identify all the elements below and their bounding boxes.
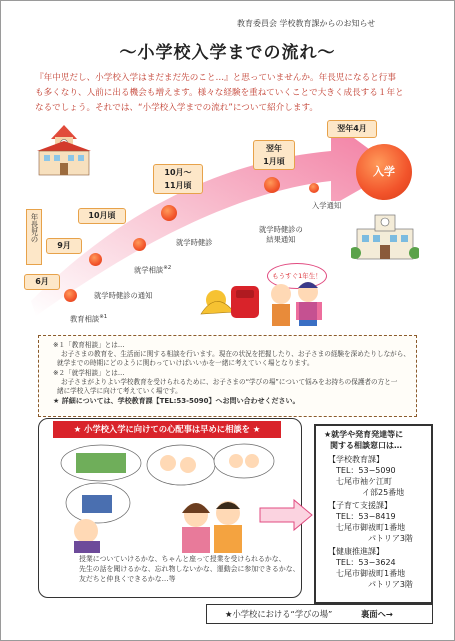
children-illustration-icon bbox=[196, 276, 346, 336]
consult-heading: ★ 小学校入学に向けての心配事は早めに相談を ★ bbox=[53, 421, 281, 438]
detail-contact: ★ 詳細については、学校教育課【TEL:53-5090】へお問い合わせください。 bbox=[53, 397, 300, 405]
consult-body-line1: 授業についていけるかな、ちゃんと座って授業を受けられるかな、 bbox=[79, 555, 286, 563]
event-kenshin: 就学時健診 bbox=[176, 238, 213, 247]
admission-circle: 入学 bbox=[356, 144, 412, 200]
milestone-dot bbox=[89, 253, 102, 266]
event-kekka-line2: 結果通知 bbox=[266, 235, 296, 244]
note2-title: ※２「就学相談」とは… bbox=[53, 369, 125, 377]
contact-org1-tel: TEL：53−5090 bbox=[336, 466, 396, 475]
milestone-dot bbox=[64, 289, 77, 302]
consult-body-line2: 先生の話を聞けるかな、忘れ物しないかな、運動会に参加できるかな、 bbox=[79, 565, 300, 573]
milestone-dot bbox=[309, 183, 319, 193]
event-shugaku-tsuchi: 就学時健診の通知 bbox=[94, 291, 153, 300]
event-kyoiku-soudan-mark: ※1 bbox=[99, 314, 108, 320]
note1-title: ※１「教育相談」とは… bbox=[53, 341, 125, 349]
contact-org2-addr2: パトリア3階 bbox=[368, 534, 413, 543]
date-january bbox=[253, 140, 295, 170]
event-kekka bbox=[259, 225, 303, 245]
date-april: 翌年4月 bbox=[327, 120, 377, 138]
date-january-line2: 1月頃 bbox=[263, 157, 285, 166]
contact-org3-addr2: パトリア3階 bbox=[368, 580, 413, 589]
worried-parents-illustration-icon bbox=[56, 443, 291, 553]
date-january-line1: 翌年 bbox=[266, 144, 282, 153]
note1-line2: 就学までの時期にどのように関わっていけばいいかを一緒に考えていく場となります。 bbox=[57, 359, 314, 367]
event-shugaku-soudan-text: 就学相談 bbox=[134, 265, 164, 275]
next-page-link[interactable]: 裏面へ→ bbox=[360, 609, 393, 619]
intro-line-3: なるでしょう。それでは、“小学校入学までの流れ”について紹介します。 bbox=[35, 103, 318, 113]
intro-line-1: 『年中児だし、小学校入学はまだまだ先のこと…』と思っていませんか。年長児になると行事 bbox=[35, 73, 396, 83]
contact-box bbox=[314, 424, 433, 604]
date-september: 9月 bbox=[46, 238, 82, 254]
note2-line1: お子さまがよりよい学校教育を受けられるために、お子さまの“学びの場”について悩みをお持ちの保護者の方と一 bbox=[61, 378, 398, 386]
date-oct-nov bbox=[153, 164, 203, 194]
contact-org1: 【学校教育課】 bbox=[328, 455, 384, 464]
contact-org3-addr1: 七尾市御祓町1番地 bbox=[336, 569, 406, 578]
consult-body-line3: 友だちと仲良くできるかな…等 bbox=[79, 575, 176, 583]
intro-line-2: も多くなり、人前に出る機会も増えます。様々な経験を重ねていくことで大きく成長する１年と bbox=[35, 88, 404, 98]
school-illustration-icon bbox=[351, 211, 419, 265]
date-june: 6月 bbox=[24, 274, 60, 290]
kensho-label: 年長児の bbox=[30, 213, 39, 243]
contact-org3: 【健康推進課】 bbox=[328, 547, 384, 556]
milestone-dot bbox=[133, 238, 146, 251]
footer-left: ★小学校における“学びの場” bbox=[225, 609, 333, 619]
kensho-label-box bbox=[26, 209, 42, 265]
contact-org1-addr2: イ部25番地 bbox=[362, 488, 405, 497]
page-title: 〜小学校入学までの流れ〜 bbox=[119, 43, 336, 63]
notes-box bbox=[38, 335, 417, 417]
event-shugaku-soudan bbox=[134, 265, 171, 275]
event-nyugaku-tsuchi: 入学通知 bbox=[312, 201, 342, 210]
event-kekka-line1: 就学時健診の bbox=[259, 225, 303, 234]
contact-org2-addr1: 七尾市御祓町1番地 bbox=[336, 523, 406, 532]
contact-heading-2: 関する相談窓口は… bbox=[330, 441, 402, 450]
event-kyoiku-soudan-text: 教育相談 bbox=[70, 314, 100, 324]
department-label: 教育委員会 学校教育課からのお知らせ bbox=[237, 19, 376, 28]
milestone-dot bbox=[161, 205, 177, 221]
note1-line1: お子さまの教育を、生活面に関する相談を行います。現在の状況を把握したり、お子さまの経験を深めたりしながら、 bbox=[61, 350, 410, 358]
date-oct-nov-line1: 10月〜 bbox=[164, 168, 192, 177]
contact-heading-1: ★就学や発育発達等に bbox=[324, 430, 404, 439]
footer-bar bbox=[206, 604, 433, 624]
consult-body bbox=[79, 554, 300, 584]
event-kyoiku-soudan bbox=[70, 314, 107, 324]
contact-org2-tel: TEL：53−8419 bbox=[336, 512, 396, 521]
note2-line2: 緒に学校入学に向けて考えていく場です。 bbox=[57, 387, 182, 395]
date-oct-nov-line2: 11月頃 bbox=[164, 181, 192, 190]
right-arrow-icon bbox=[258, 498, 314, 532]
school-building-icon bbox=[35, 123, 93, 178]
event-shugaku-soudan-mark: ※2 bbox=[163, 265, 172, 271]
milestone-dot bbox=[264, 177, 280, 193]
date-october: 10月頃 bbox=[78, 208, 126, 224]
contact-org1-addr1: 七尾市袖ケ江町 bbox=[336, 477, 392, 486]
contact-org3-tel: TEL：53−3624 bbox=[336, 558, 396, 567]
contact-org2: 【子育て支援課】 bbox=[328, 501, 392, 510]
speech-bubble: もうすぐ1年生！ bbox=[267, 263, 327, 289]
